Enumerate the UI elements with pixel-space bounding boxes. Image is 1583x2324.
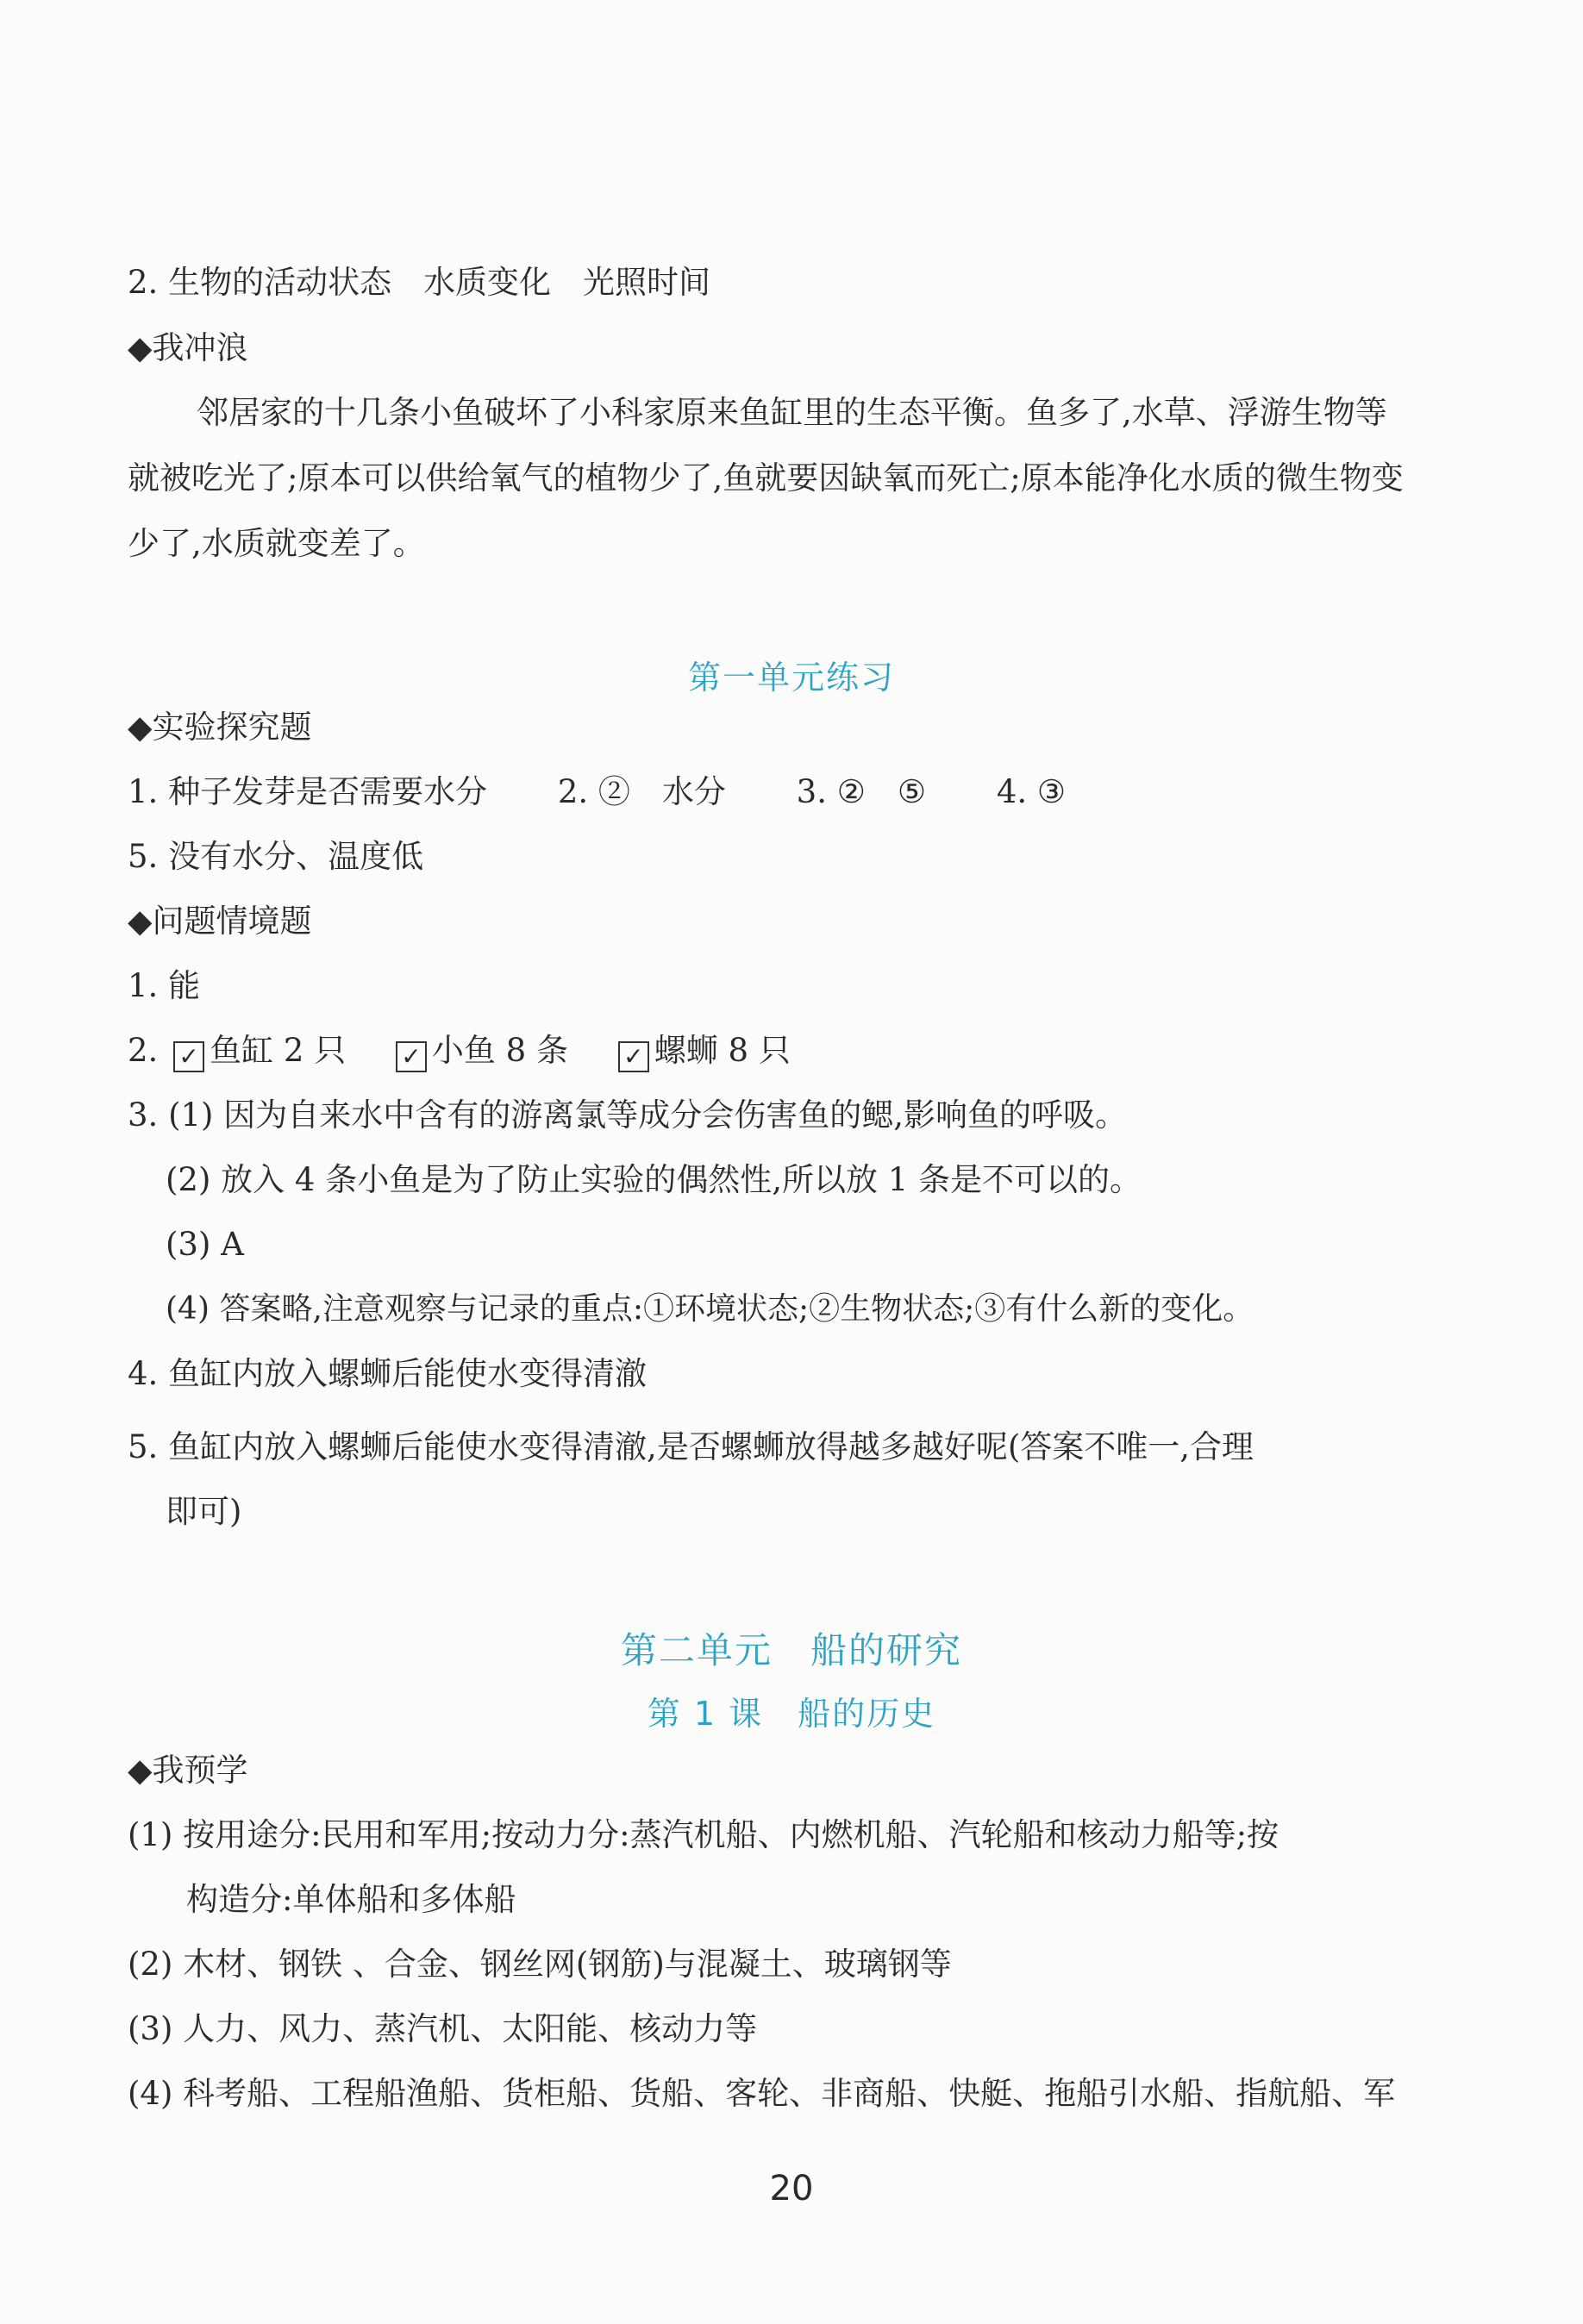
experiment-heading: ◆实验探究题 [128,709,312,746]
surf-heading: ◆我冲浪 [128,329,248,366]
problem-answer-3-4: (4) 答案略,注意观察与记录的重点:①环境状态;②生物状态;③有什么新的变化。 [166,1291,1255,1327]
preview-answer-3: (3) 人力、风力、蒸汽机、太阳能、核动力等 [128,2010,758,2047]
problem-answer-3-2: (2) 放入 4 条小鱼是为了防止实验的偶然性,所以放 1 条是不可以的。 [166,1161,1142,1198]
checkbox-checked: ✓ [396,1041,427,1072]
experiment-answers-row [128,770,1411,815]
preview-answer-1: (1) 按用途分:民用和军用;按动力分:蒸汽机船、内燃机船、汽轮船和核动力船等;按 [128,1816,1280,1853]
experiment-answer-5: 5. 没有水分、温度低 [128,838,424,875]
unit1-practice-title: 第一单元练习 [687,659,895,697]
checked-item-snail: 螺蛳 8 只 [654,1032,791,1069]
preview-answer-1-cont: 构造分:单体船和多体船 [186,1881,516,1918]
experiment-answer-1: 1. 种子发芽是否需要水分 [128,773,488,810]
preview-heading: ◆我预学 [128,1752,248,1789]
lesson1-title: 第 1 课 船的历史 [647,1695,936,1733]
answer-line-2: 2. 生物的活动状态 水质变化 光照时间 [128,264,711,301]
problem-answer-5-cont: 即可) [166,1493,242,1530]
unit2-title: 第二单元 船的研究 [620,1629,962,1671]
problem-answer-3-3: (3) A [166,1226,244,1263]
problem-answer-3-1: 3. (1) 因为自来水中含有的游离氯等成分会伤害鱼的鳃,影响鱼的呼吸。 [128,1096,1127,1134]
problem-answer-2-number: 2. [128,1032,159,1069]
experiment-answer-4: 4. ③ [996,773,1067,810]
page-number: 20 [769,2169,814,2208]
checked-item-fish: 小鱼 8 条 [431,1032,568,1069]
problem-answer-4: 4. 鱼缸内放入螺蛳后能使水变得清澈 [128,1355,648,1392]
checkbox-checked: ✓ [173,1041,204,1072]
surf-paragraph: 邻居家的十几条小鱼破坏了小科家原来鱼缸里的生态平衡。鱼多了,水草、浮游生物等就被吃光了;原本可以供给氧气的植物少了,鱼就要因缺氧而死亡;原本能净化水质的微生物变少了,水质就变差了。 [128,394,1404,562]
problem-heading: ◆问题情境题 [128,903,312,940]
checkbox-checked: ✓ [618,1041,649,1072]
checked-item-fishtank: 鱼缸 2 只 [210,1032,347,1069]
experiment-answer-2: 2. ② 水分 [557,773,726,810]
preview-answer-2: (2) 木材、钢铁 、合金、钢丝网(钢筋)与混凝土、玻璃钢等 [128,1946,952,1983]
experiment-answer-3: 3. ② ⑤ [796,773,927,810]
problem-answer-1: 1. 能 [128,967,201,1004]
problem-answer-5: 5. 鱼缸内放入螺蛳后能使水变得清澈,是否螺蛳放得越多越好呢(答案不唯一,合理 [128,1428,1255,1465]
preview-answer-4: (4) 科考船、工程船渔船、货柜船、货船、客轮、非商船、快艇、拖船引水船、指航船、军 [128,2075,1396,2112]
problem-answer-2 [128,1028,1411,1073]
